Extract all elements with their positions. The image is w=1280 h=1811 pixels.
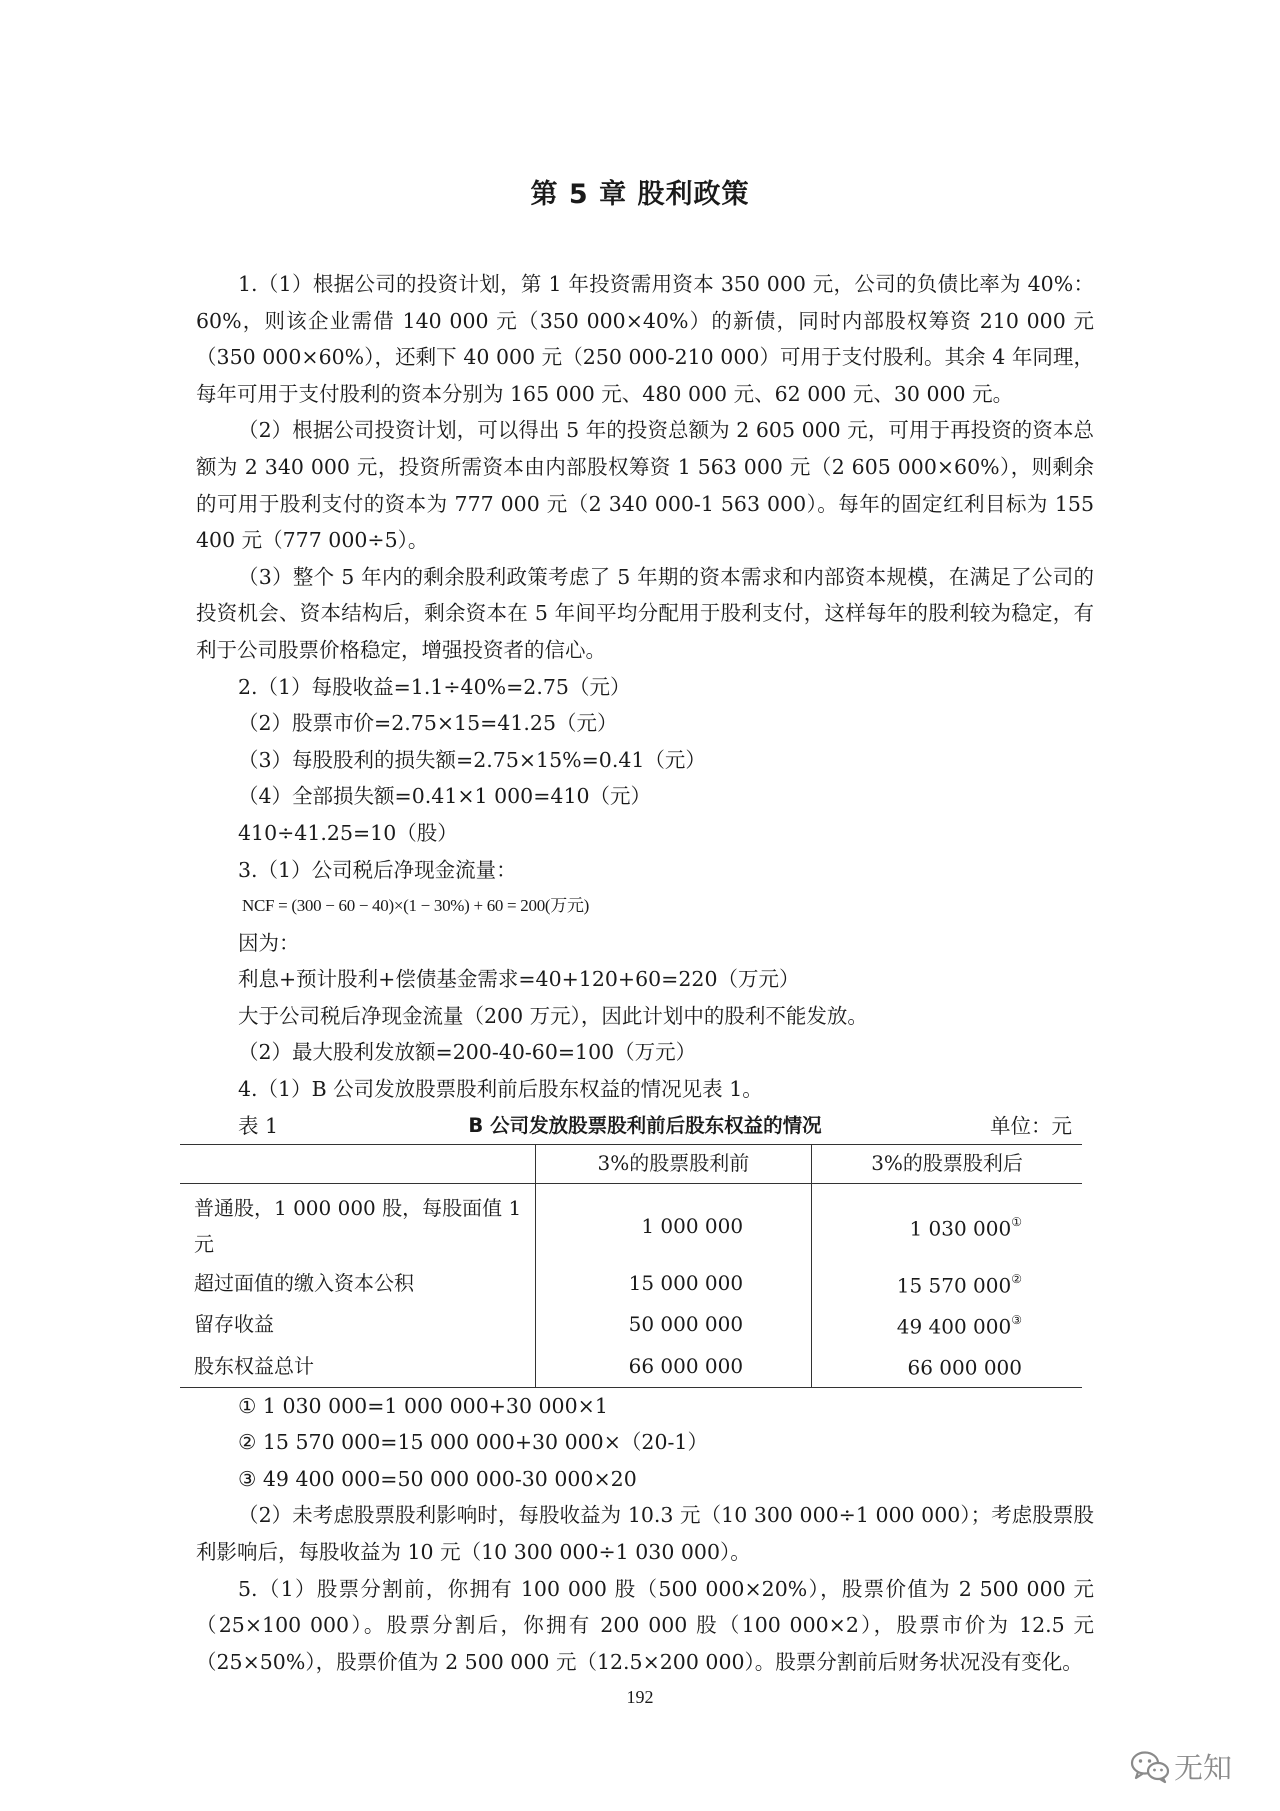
table-cell-item: 留存收益 bbox=[194, 1312, 274, 1337]
wechat-icon bbox=[1130, 1750, 1170, 1784]
table-title: B 公司发放股票股利前后股东权益的情况 bbox=[468, 1113, 822, 1137]
watermark bbox=[1130, 1746, 1232, 1787]
footnote-marker: ② bbox=[1011, 1271, 1022, 1286]
table-cell-before: 66 000 000 bbox=[628, 1353, 744, 1378]
table-cell-after: 1 030 000 bbox=[909, 1216, 1012, 1241]
table-row bbox=[180, 1345, 1082, 1387]
table-cell-item: 普通股，1 000 000 股，每股面值 1 元 bbox=[194, 1195, 522, 1257]
footnote-marker: ① bbox=[1011, 1214, 1022, 1229]
table-header-after: 3%的股票股利后 bbox=[812, 1145, 1082, 1184]
table-cell-before: 50 000 000 bbox=[628, 1312, 744, 1337]
chapter-title: 第 5 章 股利政策 bbox=[530, 179, 750, 210]
line-q2-1: 2.（1）每股收益=1.1÷40%=2.75（元） bbox=[238, 674, 631, 699]
note-2: ② 15 570 000=15 000 000+30 000×（20-1） bbox=[238, 1430, 708, 1455]
table-header-before: 3%的股票股利前 bbox=[535, 1145, 811, 1184]
table-cell-after: 15 570 000 bbox=[896, 1273, 1012, 1298]
paragraph-q1-2: （2）根据公司投资计划，可以得出 5 年的投资总额为 2 605 000 元，可用于再投资的资本总额为 2 340 000 元，投资所需资本由内部股权筹资 1 563 000 元（2 605 000×60%），则剩余的可用于股利支付的资本为 777 000 元（2 340 000-1 563 000）。每年的固定红利目标为 155 400 元（777 000÷5）。 bbox=[196, 418, 1094, 553]
line-q2-5: 410÷41.25=10（股） bbox=[238, 820, 458, 845]
page-number: 192 bbox=[626, 1687, 654, 1707]
note-1: ① 1 030 000=1 000 000+30 000×1 bbox=[238, 1393, 608, 1418]
table-cell-after: 49 400 000 bbox=[896, 1314, 1012, 1339]
table-cell-item: 股东权益总计 bbox=[180, 1345, 535, 1387]
table-cell-before: 15 000 000 bbox=[628, 1271, 744, 1296]
footnote-marker: ③ bbox=[1011, 1313, 1022, 1328]
formula-ncf: NCF = (300 − 60 − 40)×(1 − 30%) + 60 = 200(万元) bbox=[242, 896, 590, 916]
table-cell-after: 66 000 000 bbox=[907, 1356, 1022, 1380]
line-q2-3: （3）每股股利的损失额=2.75×15%=0.41（元） bbox=[238, 747, 706, 772]
line-q4-1: 4.（1）B 公司发放股票股利前后股东权益的情况见表 1。 bbox=[238, 1077, 763, 1102]
watermark-text: 无知 bbox=[1174, 1751, 1233, 1785]
table-cell-item: 超过面值的缴入资本公积 bbox=[194, 1271, 414, 1296]
line-q3-5: （2）最大股利发放额=200-40-60=100（万元） bbox=[238, 1040, 697, 1065]
paragraph-q4-2: （2）未考虑股票股利影响时，每股收益为 10.3 元（10 300 000÷1 000 000）；考虑股票股利影响后，每股收益为 10 元（10 300 000÷1 030 000）。 bbox=[196, 1503, 1094, 1564]
line-q3-2: 因为： bbox=[238, 930, 300, 955]
paragraph-q1-1: 1.（1）根据公司的投资计划，第 1 年投资需用资本 350 000 元，公司的负债比率为 40%：60%，则该企业需借 140 000 元（350 000×40%）的新债，同时内部股权筹资 210 000 元（350 000×60%），还剩下 40 000 元（250 000-210 000）可用于支付股利。其余 4 年同理，每年可用于支付股利的资本分别为 165 000 元、480 000 元、62 000 元、30 000 元。 bbox=[196, 272, 1094, 406]
table-row bbox=[180, 1304, 1082, 1345]
table-caption bbox=[196, 1108, 1094, 1144]
note-3: ③ 49 400 000=50 000 000-30 000×20 bbox=[238, 1466, 637, 1491]
table-header-item bbox=[180, 1145, 535, 1184]
line-q3-3: 利息+预计股利+偿债基金需求=40+120+60=220（万元） bbox=[238, 967, 800, 992]
table-row bbox=[180, 1263, 1082, 1304]
paragraph-q1-3: （3）整个 5 年内的剩余股利政策考虑了 5 年期的资本需求和内部资本规模，在满足了公司的投资机会、资本结构后，剩余资本在 5 年间平均分配用于股利支付，这样每年的股利较为稳定，有利于公司股票价格稳定，增强投资者的信心。 bbox=[196, 564, 1094, 662]
paragraph-q5-1: 5.（1）股票分割前，你拥有 100 000 股（500 000×20%），股票价值为 2 500 000 元（25×100 000）。股票分割后，你拥有 200 000 股（100 000×2），股票市价为 12.5 元（25×50%），股票价值为 2 500 000 元（12.5×200 000）。股票分割前后财务状况没有变化。 bbox=[196, 1576, 1094, 1674]
table-unit: 单位：元 bbox=[990, 1113, 1072, 1138]
table-cell-before: 1 000 000 bbox=[641, 1213, 744, 1238]
line-q3-1: 3.（1）公司税后净现金流量： bbox=[238, 857, 517, 882]
body-text bbox=[196, 266, 1094, 1680]
line-q3-4: 大于公司税后净现金流量（200 万元），因此计划中的股利不能发放。 bbox=[238, 1003, 868, 1028]
equity-table bbox=[180, 1144, 1082, 1388]
line-q2-2: （2）股票市价=2.75×15=41.25（元） bbox=[238, 711, 618, 736]
table-label: 表 1 bbox=[238, 1113, 279, 1138]
line-q2-4: （4）全部损失额=0.41×1 000=410（元） bbox=[238, 784, 652, 809]
table-row bbox=[180, 1183, 1082, 1263]
